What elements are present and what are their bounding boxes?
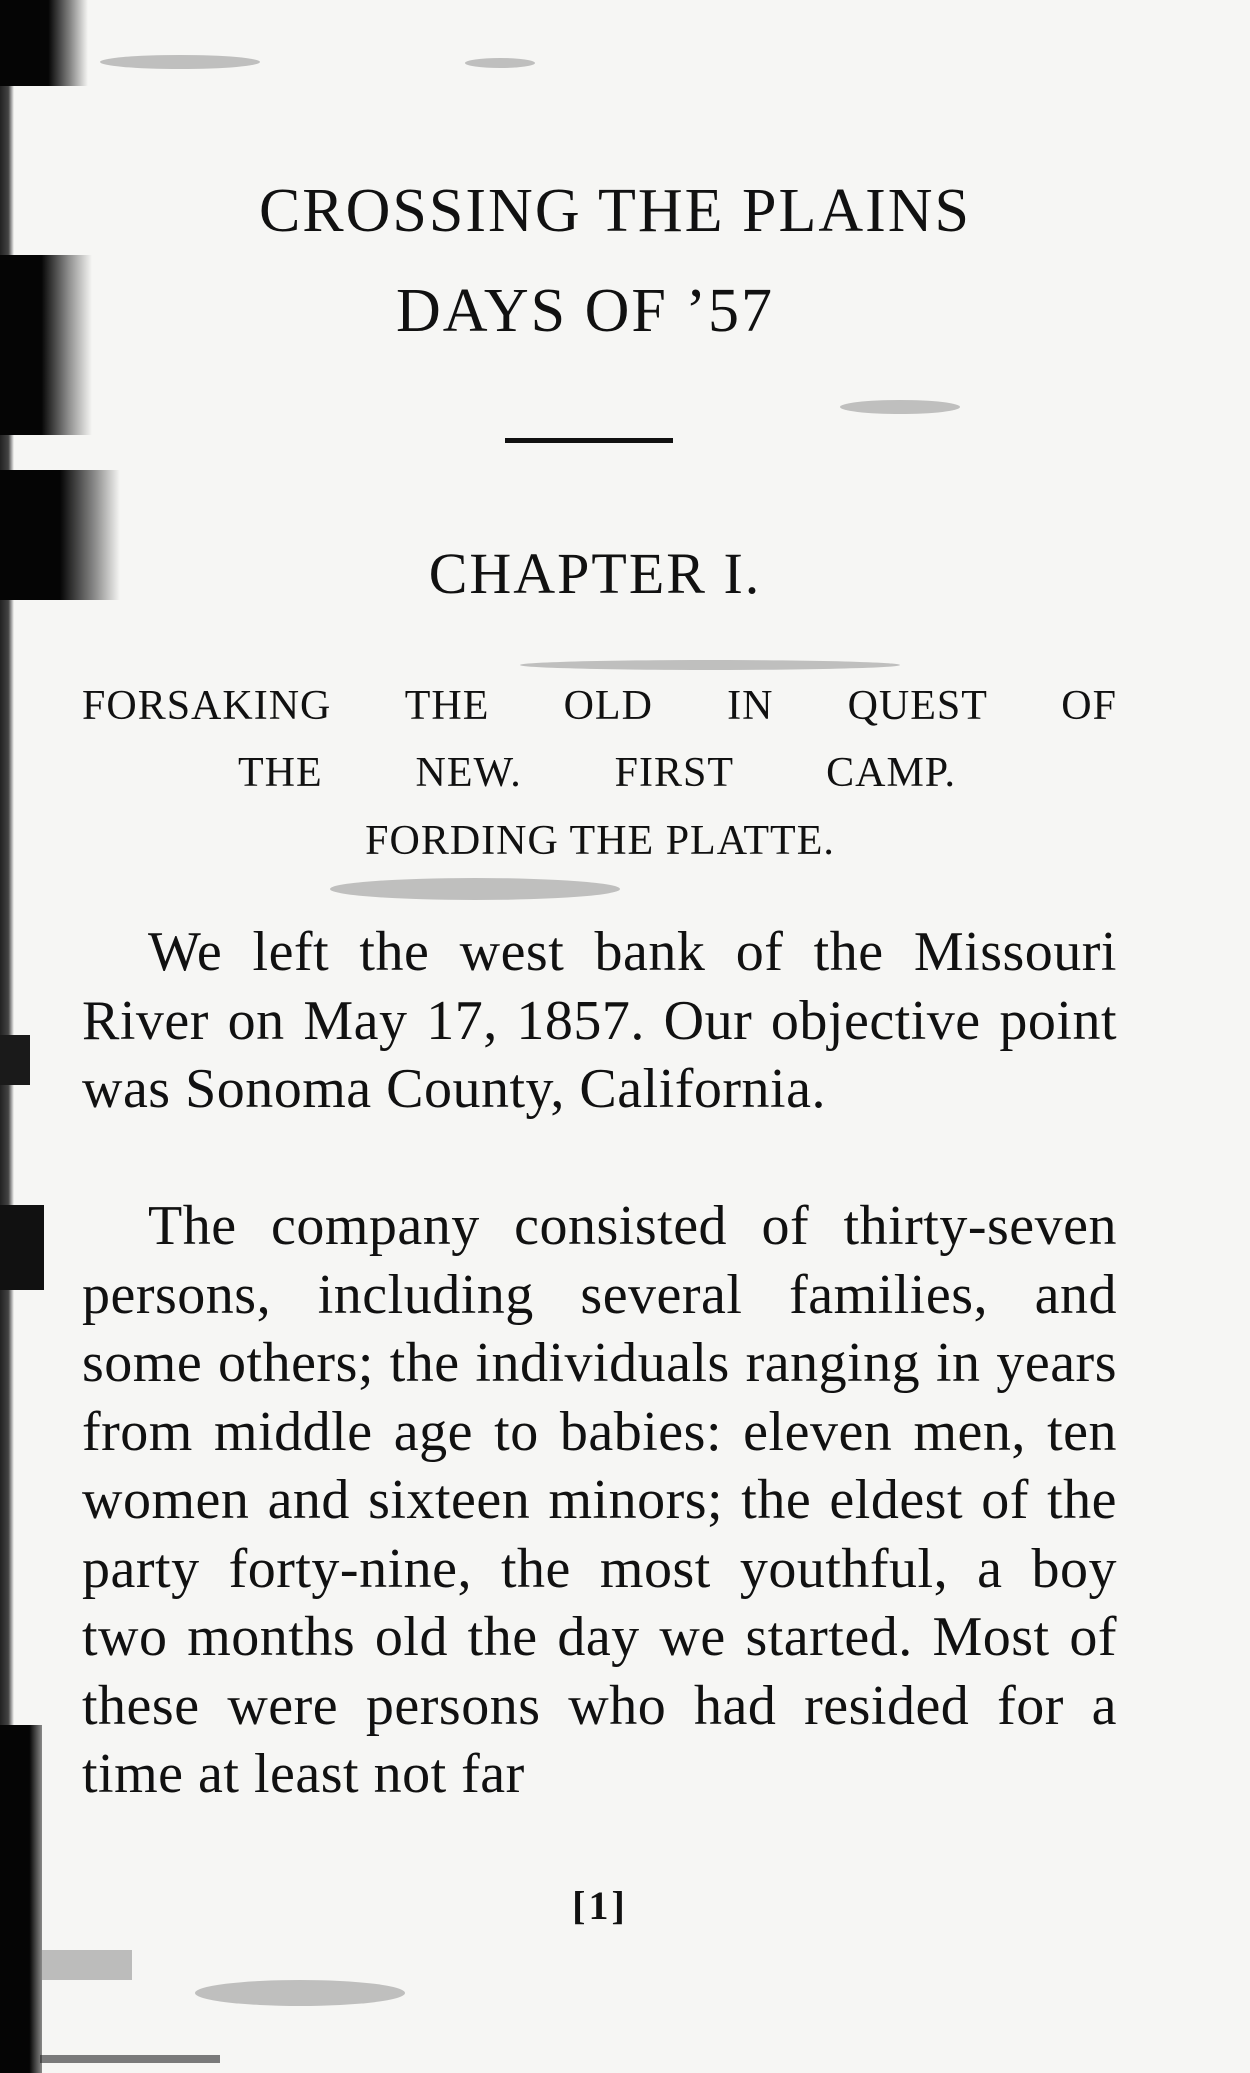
scan-speckle	[100, 55, 260, 69]
scan-speckle	[840, 400, 960, 414]
scan-smudge	[40, 2055, 220, 2063]
scan-speckle	[330, 878, 620, 900]
chapter-subheading-line-2: THE NEW. FIRST CAMP.	[238, 750, 956, 796]
scan-speckle	[195, 1980, 405, 2006]
page-number: [1]	[572, 1883, 628, 1928]
body-paragraph: We left the west bank of the Missouri River on May 17, 1857. Our objective point was Sonoma County, California.	[82, 921, 1117, 1120]
scan-speckle	[520, 660, 900, 670]
chapter-subheading-line-1: FORSAKING THE OLD IN QUEST OF	[82, 683, 1117, 729]
chapter-heading: CHAPTER I.	[428, 541, 762, 606]
book-title-line-2: DAYS OF ’57	[395, 277, 774, 345]
scan-edge-blot	[0, 1035, 30, 1085]
chapter-subheading-line-3: FORDING THE PLATTE.	[365, 818, 835, 864]
body-paragraph-1-block	[82, 918, 1117, 1124]
scan-smudge	[42, 1950, 132, 1980]
scan-edge-blot	[0, 0, 88, 86]
book-title-line-1: CROSSING THE PLAINS	[258, 177, 972, 245]
body-paragraph-2-block	[82, 1192, 1117, 1809]
title-divider	[505, 438, 673, 443]
scan-speckle	[465, 58, 535, 68]
scan-edge-blot	[0, 1205, 44, 1290]
body-paragraph: The company consisted of thirty-seven persons, including several families, and some others; the individuals ranging in years from middle age to babies: eleven men, ten women and sixteen minors; the eldest of the party forty-nine, the most youthful, a boy two months old the day we started. Most of these were persons who had resided for a time at least not far	[82, 1195, 1117, 1805]
